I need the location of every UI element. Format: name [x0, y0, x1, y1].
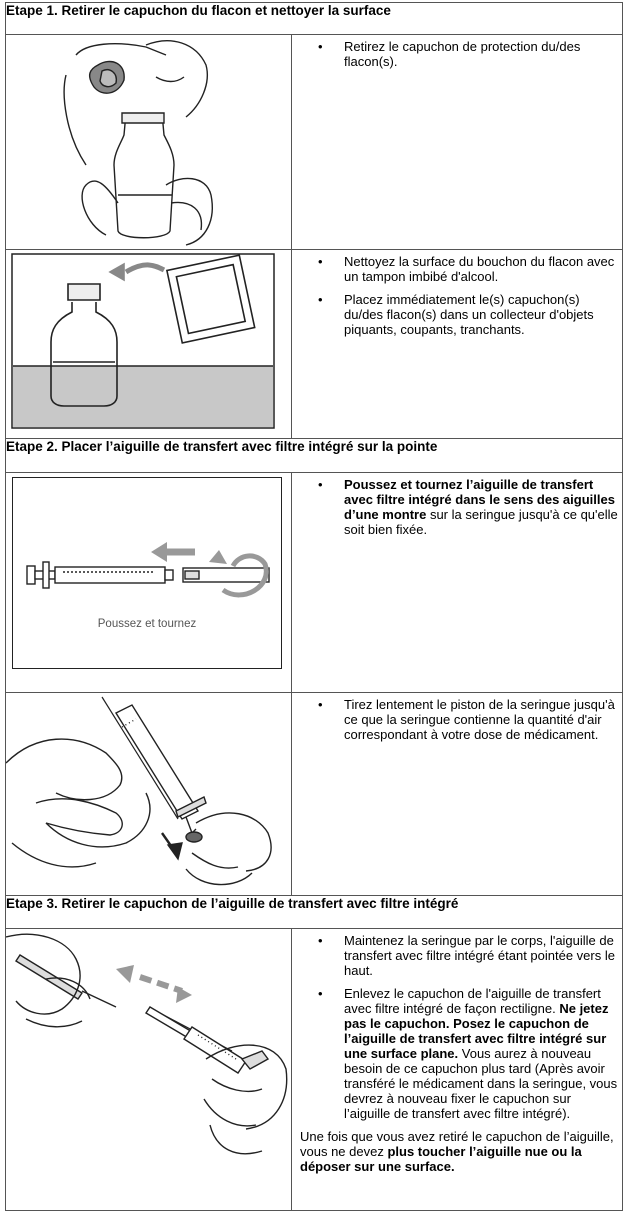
- remove-needle-cap-illustration: [6, 929, 291, 1189]
- bullet-clean-stopper: • Nettoyez la surface du bouchon du flacon avec un tampon imbibé d'alcool.: [344, 254, 618, 284]
- step-1-row-1-text: [292, 35, 623, 250]
- step-2-image-pull-plunger: [6, 693, 292, 896]
- step-3-header: Etape 3. Retirer le capuchon de l’aiguille de transfert avec filtre intégré: [6, 896, 623, 929]
- bullet-remove-cap: • Retirez le capuchon de protection du/des flacon(s).: [344, 39, 618, 69]
- step-3-image-remove-needle-cap: [6, 929, 292, 1211]
- warning-note: Une fois que vous avez retiré le capuchon de l’aiguille, vous ne devez plus toucher l’aiguille nue ou la déposer sur une surface.: [300, 1129, 614, 1174]
- pull-plunger-illustration: [6, 693, 291, 895]
- step-1-header: Etape 1. Retirer le capuchon du flacon et nettoyer la surface: [6, 3, 623, 35]
- vial-cleaning-illustration: [6, 250, 291, 438]
- step-1-row-2-text: [292, 250, 623, 439]
- step-2-row-2-text: [292, 693, 623, 896]
- step-2-image-attach-needle: [6, 473, 292, 693]
- step-2-row-1-text: [292, 473, 623, 693]
- step-2-header: Etape 2. Placer l’aiguille de transfert avec filtre intégré sur la pointe: [6, 439, 623, 473]
- vial-cap-removal-illustration: [6, 35, 291, 249]
- step-1-image-clean-stopper: [6, 250, 292, 439]
- step-1-image-cap-removal: [6, 35, 292, 250]
- bullet-remove-cap-straight: • Enlevez le capuchon de l'aiguille de transfert avec filtre intégré de façon rectiligne. Ne jetez pas le capuchon. Posez le capuchon de l’aiguille de transfert avec filtre intégré sur une surface plane. Vous aurez à nouveau besoin de ce capuchon plus tard (Après avoir transféré le médicament dans la seringue, vous devrez à nouveau fixer le capuchon sur l’aiguille de transfert avec filtre intégré).: [344, 986, 618, 1121]
- step-3-row-1-text: [292, 929, 623, 1211]
- push-and-twist-illustration: [13, 478, 281, 668]
- bullet-pull-plunger: • Tirez lentement le piston de la seringue jusqu'à ce que la seringue contienne la quantité d'air correspondant à votre dose de médicament.: [344, 697, 618, 742]
- bullet-dispose-caps: • Placez immédiatement le(s) capuchon(s) du/des flacon(s) dans un collecteur d'objets piquants, coupants, tranchants.: [344, 292, 618, 337]
- figure-caption: Poussez et tournez: [97, 618, 197, 630]
- instructions-table: [5, 2, 623, 1211]
- bullet-push-twist: • Poussez et tournez l’aiguille de transfert avec filtre intégré dans le sens des aiguilles d’une montre sur la seringue jusqu'à ce qu'elle soit bien fixée.: [344, 477, 618, 537]
- bullet-hold-syringe: • Maintenez la seringue par le corps, l'aiguille de transfert avec filtre intégré étant pointée vers le haut.: [344, 933, 618, 978]
